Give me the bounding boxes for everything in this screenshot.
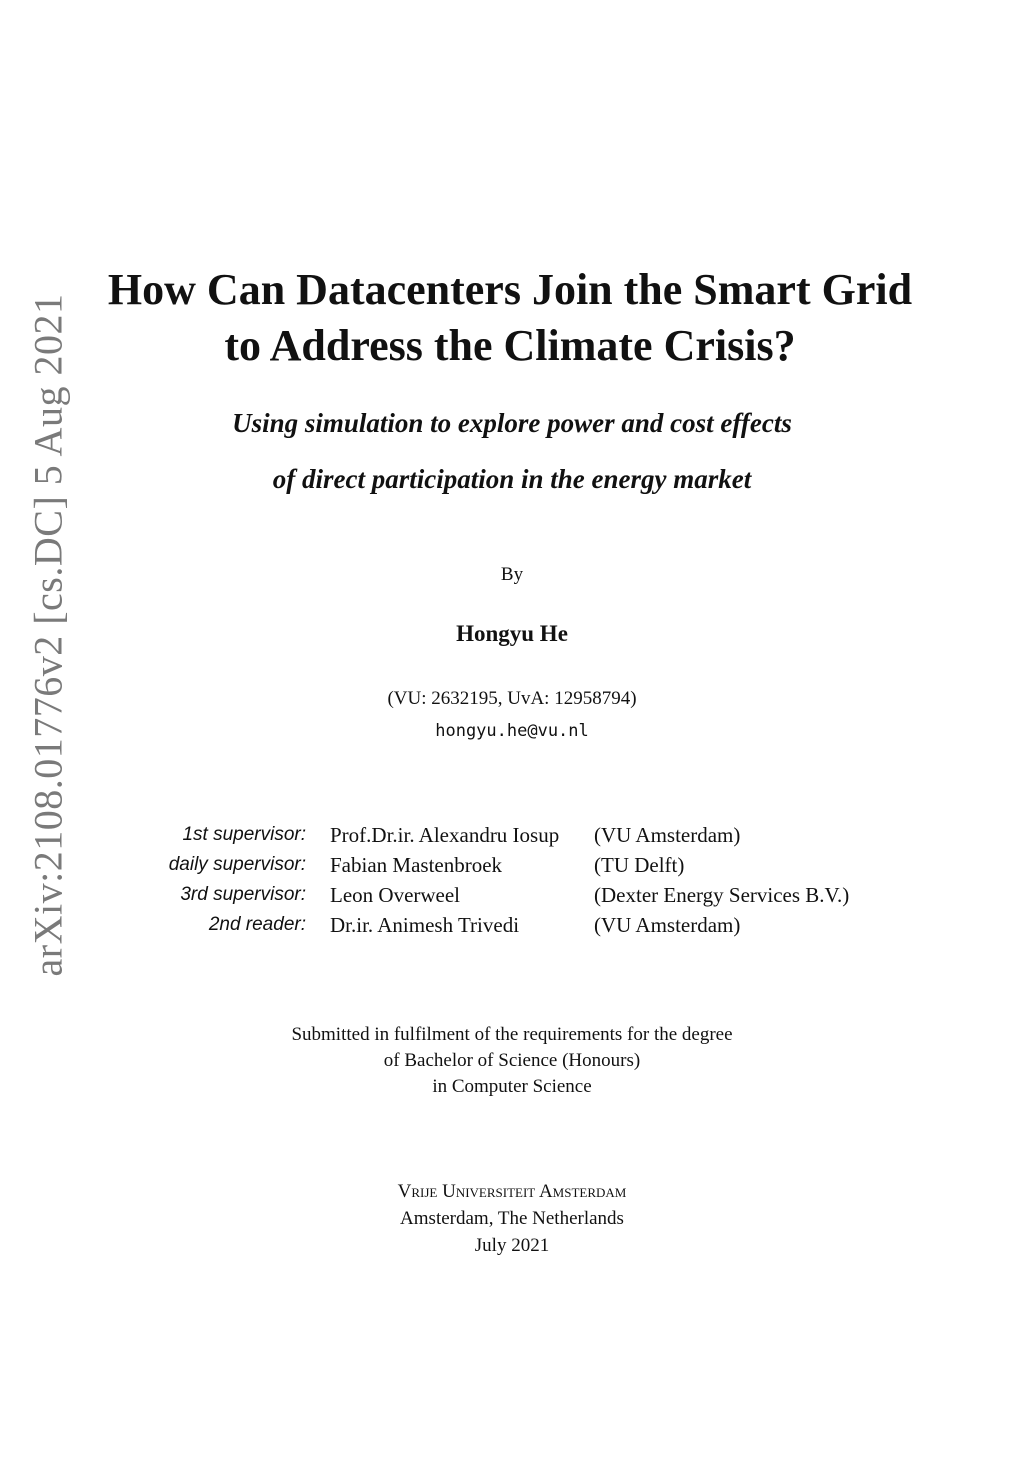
supervisor-role: 2nd reader: (208, 914, 306, 935)
by-label: By (500, 564, 524, 585)
institution-block (0, 1178, 1024, 1259)
degree-line-2: of Bachelor of Science (Honours) (383, 1050, 641, 1071)
subtitle-line-1: Using simulation to explore power and cost effects (232, 408, 792, 438)
supervisor-role: daily supervisor: (168, 854, 306, 875)
supervisor-affiliation: (TU Delft) (594, 853, 685, 877)
university-name: Vrije Universiteit Amsterdam (397, 1181, 627, 1202)
university-location: Amsterdam, The Netherlands (400, 1208, 624, 1229)
supervisor-name: Fabian Mastenbroek (330, 853, 503, 877)
degree-line-3: in Computer Science (432, 1076, 592, 1097)
supervisor-affiliation: (VU Amsterdam) (594, 823, 741, 847)
paper-subtitle (0, 395, 1024, 507)
title-line-1: How Can Datacenters Join the Smart Grid (107, 265, 913, 314)
student-ids: (VU: 2632195, UvA: 12958794) (387, 688, 637, 709)
supervisor-name: Dr.ir. Animesh Trivedi (330, 913, 520, 937)
title-line-2: to Address the Climate Crisis? (224, 321, 796, 370)
supervisor-affiliation: (Dexter Energy Services B.V.) (594, 883, 850, 907)
supervisor-name: Leon Overweel (330, 883, 461, 907)
degree-statement (0, 1022, 1024, 1100)
supervisor-affiliation: (VU Amsterdam) (594, 913, 741, 937)
table-row (148, 880, 849, 910)
supervisor-role: 3rd supervisor: (180, 884, 306, 905)
author-name: Hongyu He (456, 621, 568, 646)
table-row (148, 820, 849, 850)
supervisor-table (148, 820, 849, 940)
subtitle-line-2: of direct participation in the energy market (272, 464, 752, 494)
table-row (148, 910, 849, 940)
degree-line-1: Submitted in fulfilment of the requirements for the degree (291, 1024, 733, 1045)
arxiv-stamp: arXiv:2108.01776v2 [cs.DC] 5 Aug 2021 (25, 293, 71, 977)
supervisor-role: 1st supervisor: (182, 824, 306, 845)
submission-date: July 2021 (474, 1235, 550, 1256)
author-email: hongyu.he@vu.nl (435, 721, 589, 741)
table-row (148, 850, 849, 880)
paper-title (0, 262, 1024, 374)
supervisor-name: Prof.Dr.ir. Alexandru Iosup (330, 823, 560, 847)
